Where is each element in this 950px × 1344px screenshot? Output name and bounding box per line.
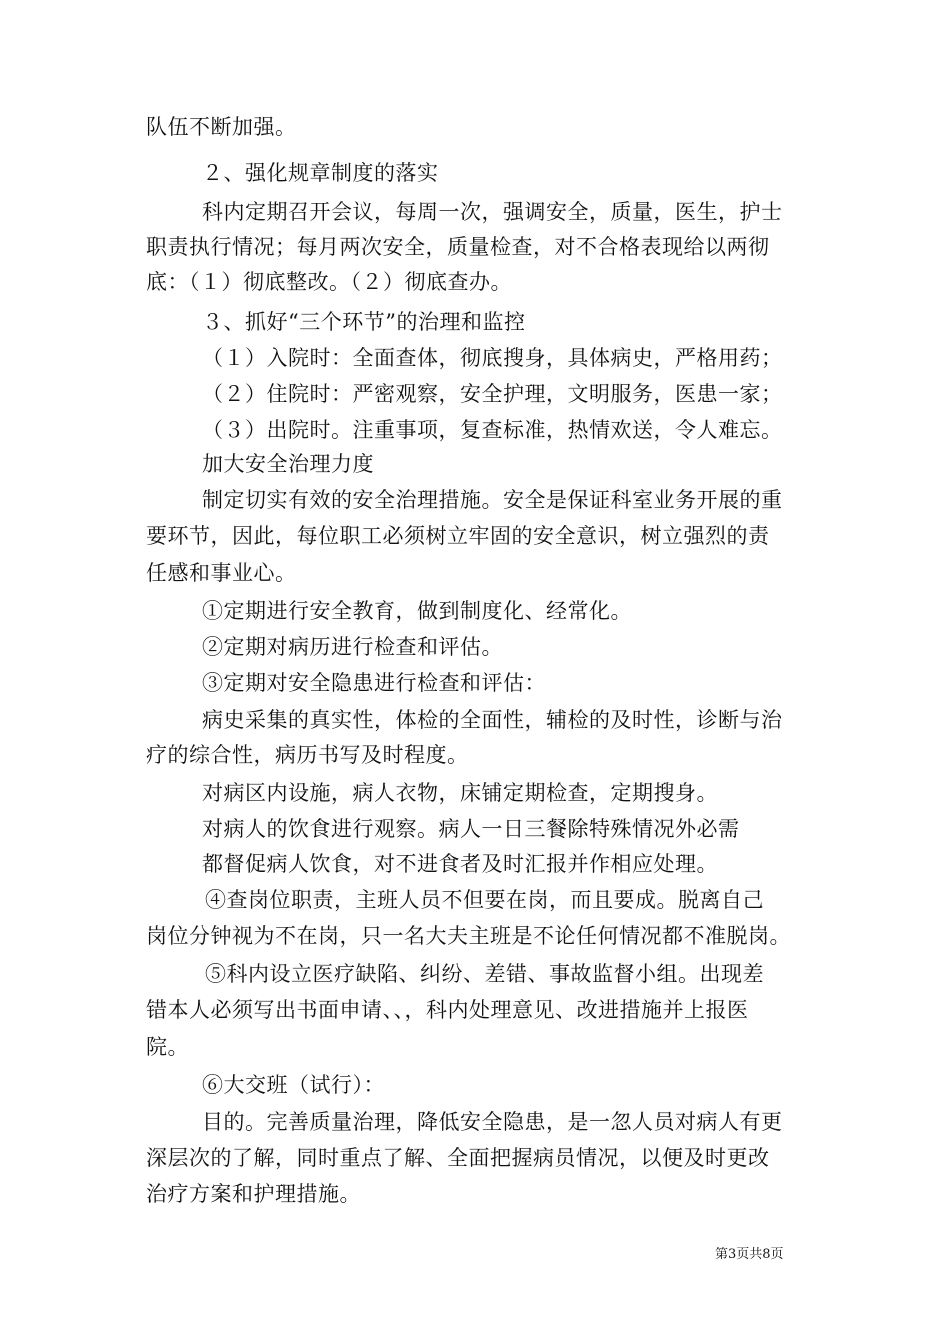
- text-line: 错本人必须写出书面申请、、，科内处理意见、改进措施并上报医: [146, 998, 749, 1022]
- text-line: 对病区内设施，病人衣物，床铺定期检查，定期搜身。: [202, 781, 718, 805]
- list-item: ④查岗位职责，主班人员不但要在岗，而且要成。脱离自己: [205, 888, 764, 912]
- list-item: ②定期对病历进行检查和评估。: [202, 635, 503, 659]
- text-line: 制定切实有效的安全治理措施。安全是保证科室业务开展的重: [202, 488, 783, 512]
- list-item: ③定期对安全隐患进行检查和评估：: [202, 671, 546, 695]
- list-item: （３）出院时。注重事项，复查标准，热情欢送，令人难忘。: [202, 418, 783, 442]
- list-item: ⑤科内设立医疗缺陷、纠纷、差错、事故监督小组。出现差: [205, 962, 764, 986]
- page-number: 第3页共8页: [715, 1247, 784, 1262]
- text-line: 目的。完善质量治理，降低安全隐患，是一忽人员对病人有更: [202, 1110, 783, 1134]
- list-item: ⑥大交班（试行）：: [202, 1073, 385, 1097]
- text-line: 岗位分钟视为不在岗，只一名大夫主班是不论任何情况都不准脱岗。: [146, 924, 791, 948]
- text-line: 任感和事业心。: [146, 561, 297, 585]
- section-heading: 加大安全治理力度: [202, 452, 374, 476]
- list-item: ①定期进行安全教育，做到制度化、经常化。: [202, 599, 632, 623]
- list-item: （１）入院时：全面查体，彻底搜身，具体病史，严格用药；: [202, 346, 783, 370]
- section-heading: ２、强化规章制度的落实: [202, 161, 439, 185]
- text-line: 职责执行情况；每月两次安全，质量检查，对不合格表现给以两彻: [146, 235, 770, 259]
- text-line: 要环节，因此，每位职工必须树立牢固的安全意识，树立强烈的责: [146, 524, 770, 548]
- text-line: 都督促病人饮食，对不进食者及时汇报并作相应处理。: [202, 852, 718, 876]
- text-line: 底：（１）彻底整改。（２）彻底查办。: [146, 270, 512, 294]
- text-line: 病史采集的真实性，体检的全面性，辅检的及时性，诊断与治: [202, 708, 783, 732]
- text-line: 院。: [146, 1035, 189, 1059]
- text-line: 疗的综合性，病历书写及时程度。: [146, 743, 469, 767]
- text-line: 对病人的饮食进行观察。病人一日三餐除特殊情况外必需: [202, 817, 740, 841]
- text-line: 深层次的了解，同时重点了解、全面把握病员情况，以便及时更改: [146, 1146, 770, 1170]
- text-line: 治疗方案和护理措施。: [146, 1182, 361, 1206]
- text-line: 科内定期召开会议，每周一次，强调安全，质量，医生，护士: [202, 200, 783, 224]
- text-line: 队伍不断加强。: [146, 115, 297, 139]
- list-item: （２）住院时：严密观察，安全护理，文明服务，医患一家；: [202, 382, 783, 406]
- section-heading: ３、抓好“三个环节”的治理和监控: [202, 310, 526, 334]
